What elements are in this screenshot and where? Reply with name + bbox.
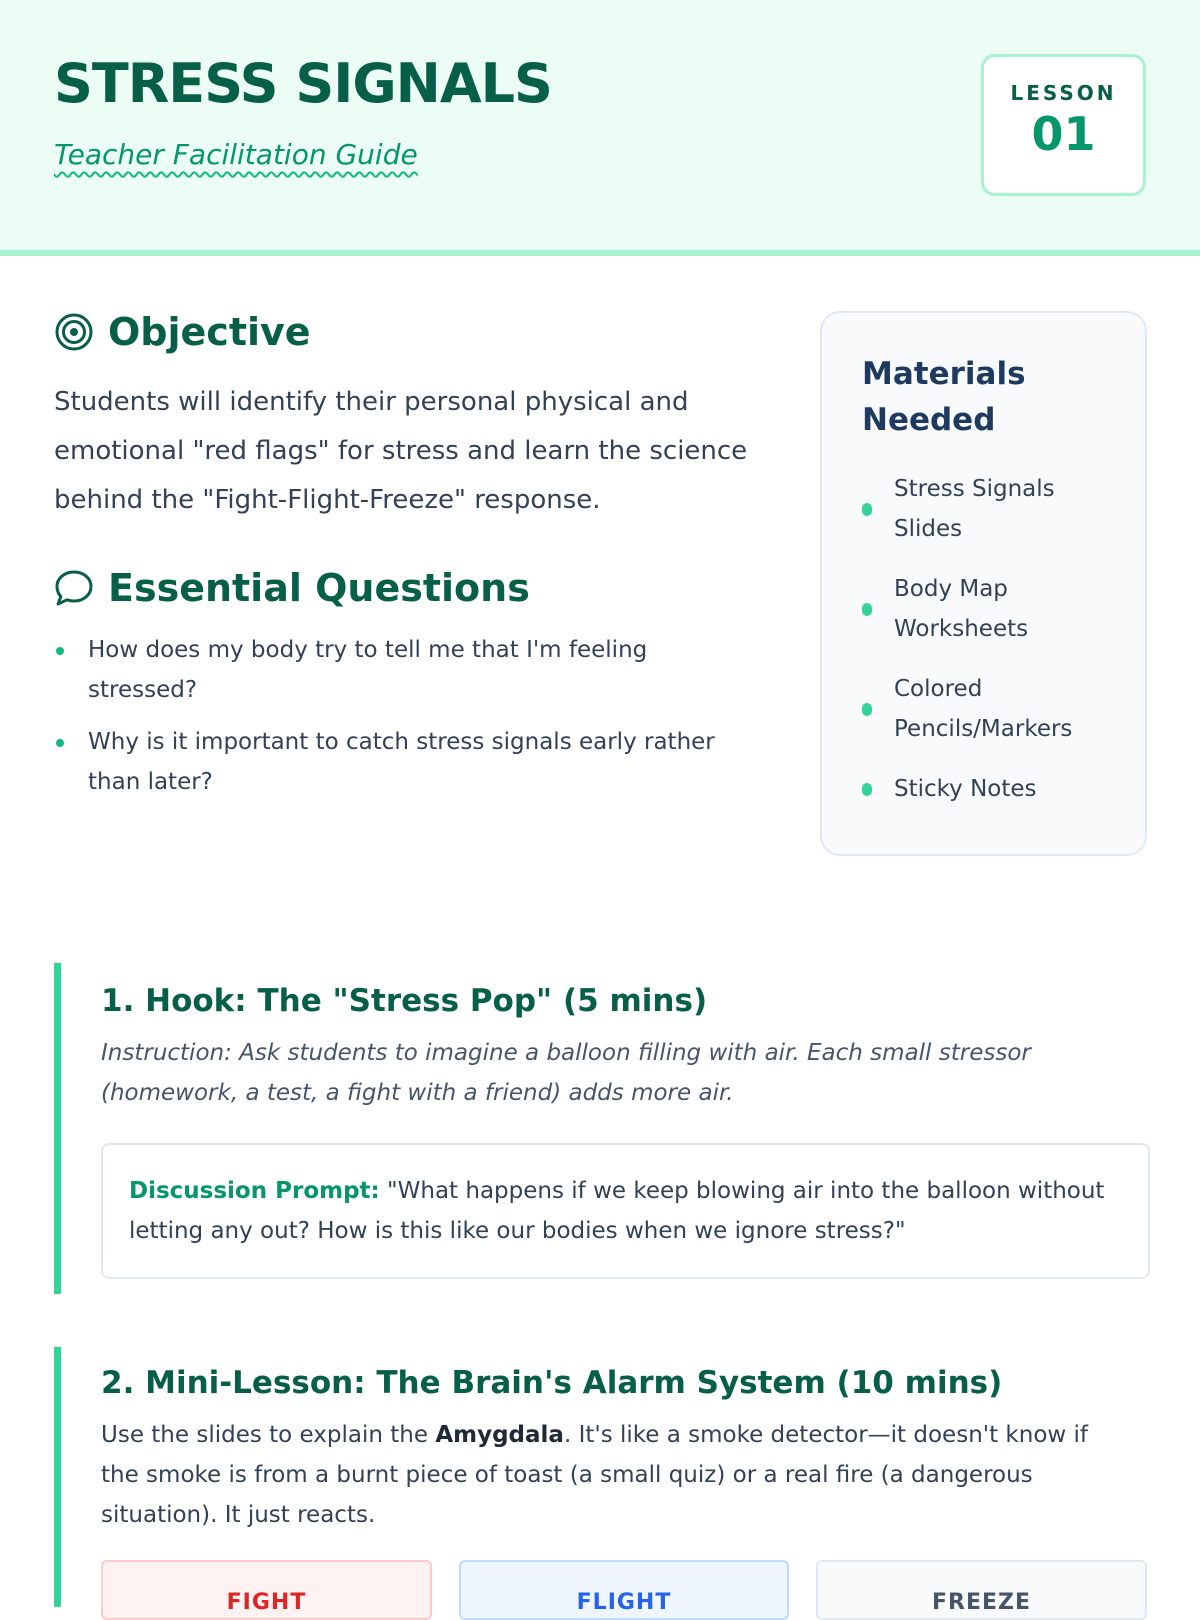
page-header (0, 0, 1200, 256)
bullet-icon (56, 647, 64, 655)
materials-list (862, 469, 1105, 809)
step-text-part: Use the slides to explain the (101, 1422, 436, 1448)
page-title: STRESS SIGNALS (54, 52, 552, 115)
materials-card (820, 311, 1147, 856)
target-icon (54, 312, 94, 352)
list-item (862, 669, 1105, 749)
materials-heading: Materials Needed (862, 356, 1026, 438)
bullet-icon (862, 783, 872, 796)
material-text: Colored Pencils/Markers (894, 676, 1073, 742)
essential-questions-heading: Essential Questions (108, 566, 530, 610)
list-item (54, 630, 754, 710)
discussion-prompt-box (101, 1143, 1150, 1279)
question-text: Why is it important to catch stress signals early rather than later? (88, 729, 715, 795)
objective-heading: Objective (108, 310, 311, 354)
page-subtitle: Teacher Facilitation Guide (54, 138, 418, 171)
material-text: Sticky Notes (894, 776, 1037, 802)
bullet-icon (56, 739, 64, 747)
step-text-bold: Amygdala (435, 1422, 564, 1448)
fight-card (101, 1560, 432, 1620)
bullet-icon (862, 503, 872, 516)
step-hook (54, 963, 1150, 1294)
list-item (862, 469, 1105, 549)
step-title: 1. Hook: The "Stress Pop" (5 mins) (101, 983, 708, 1019)
step-text-part: . It's like a smoke detector—it doesn't know if the smoke is from a burnt piece of toast (a small quiz) or a real fire (a dangerous situation). It just reacts. (101, 1422, 1089, 1528)
essential-questions-heading-row (54, 566, 530, 610)
flight-card (459, 1560, 789, 1620)
flight-label: FLIGHT (576, 1590, 672, 1615)
objective-text: Students will identify their personal physical and emotional "red flags" for stress and learn the science behind the "Fight-Flight-Freeze" response. (54, 387, 748, 515)
bullet-icon (862, 603, 872, 616)
freeze-label: FREEZE (931, 1590, 1031, 1615)
question-text: How does my body try to tell me that I'm feeling stressed? (88, 637, 648, 703)
step-title: 2. Mini-Lesson: The Brain's Alarm System (10 mins) (101, 1365, 1003, 1401)
material-text: Body Map Worksheets (894, 576, 1029, 642)
freeze-card (816, 1560, 1147, 1620)
lesson-number: 01 (1031, 107, 1096, 161)
list-item (862, 769, 1105, 809)
step-instruction: Instruction: Ask students to imagine a balloon filling with air. Each small stressor (homework, a test, a fight with a friend) adds more air. (101, 1040, 1031, 1106)
list-item (862, 569, 1105, 649)
bullet-icon (862, 703, 872, 716)
step-text (101, 1415, 1131, 1535)
list-item (54, 722, 754, 802)
lesson-badge (981, 54, 1146, 196)
material-text: Stress Signals Slides (894, 476, 1055, 542)
essential-questions-list (54, 630, 754, 814)
discussion-prompt-text: "What happens if we keep blowing air into the balloon without letting any out? How is this like our bodies when we ignore stress?" (129, 1178, 1105, 1244)
speech-bubble-icon (54, 568, 94, 608)
discussion-prompt-label: Discussion Prompt: (129, 1178, 380, 1204)
fight-label: FIGHT (226, 1590, 307, 1615)
objective-heading-row (54, 310, 311, 354)
lesson-label: LESSON (1010, 81, 1117, 105)
